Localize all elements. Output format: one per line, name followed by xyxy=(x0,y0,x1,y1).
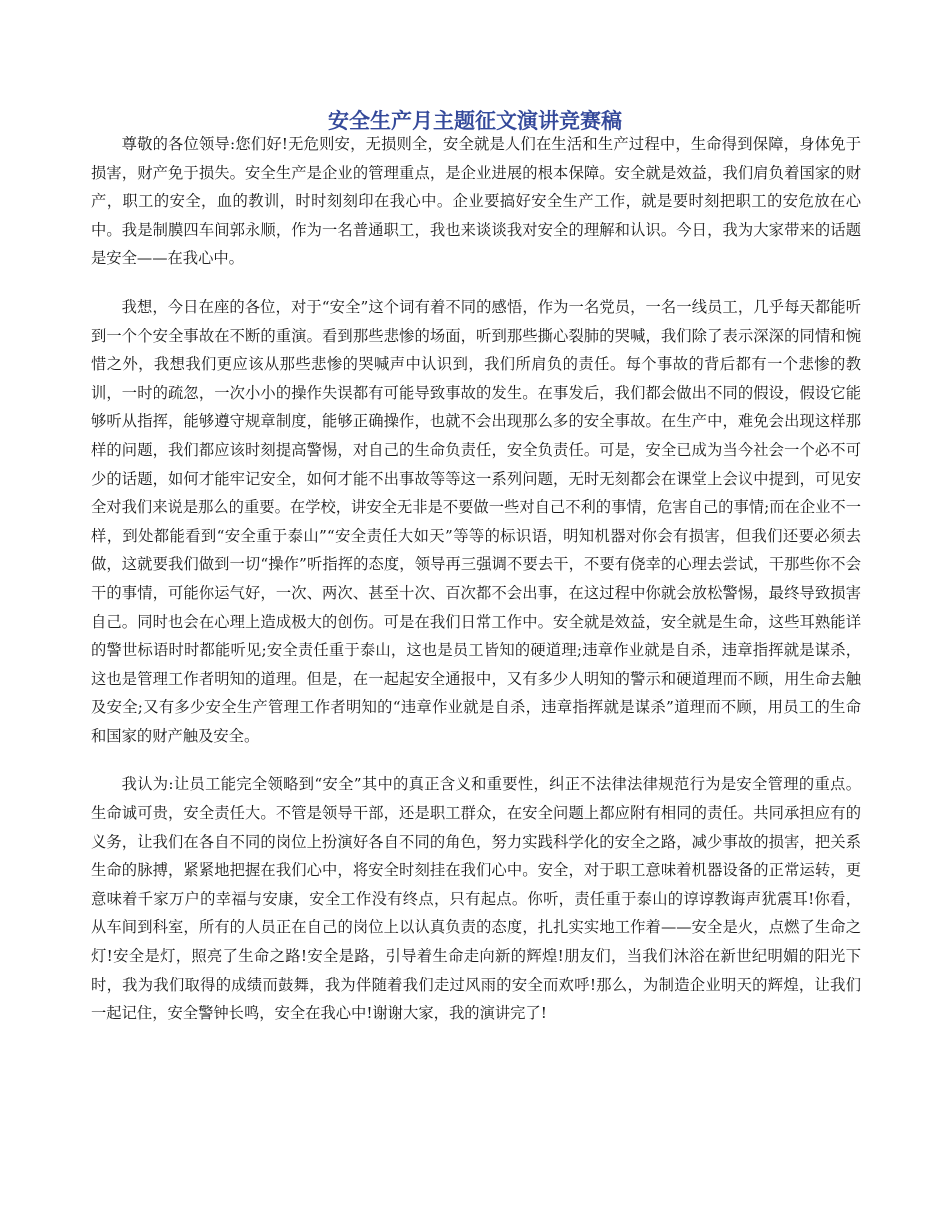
paragraph-3: 我认为:让员工能完全领略到“安全”其中的真正含义和重要性，纠正不法律法律规范行为是安全管理的重点。生命诚可贵，安全责任大。不管是领导干部，还是职工群众，在安全问题上都应附有相同的责任。共同承担应有的义务，让我们在各自不同的岗位上扮演好各自不同的角色，努力实践科学化的安全之路，减少事故的损害，把关系生命的脉搏，紧紧地把握在我们心中，将安全时刻挂在我们心中。安全，对于职工意味着机器设备的正常运转，更意味着千家万户的幸福与安康，安全工作没有终点，只有起点。你听，责任重于泰山的谆谆教诲声犹震耳!你看，从车间到科室，所有的人员正在自己的岗位上以认真负责的态度，扎扎实实地工作着——安全是火，点燃了生命之灯!安全是灯，照亮了生命之路!安全是路，引导着生命走向新的辉煌!朋友们，当我们沐浴在新世纪明媚的阳光下时，我为我们取得的成绩而鼓舞，我为伴随着我们走过风雨的安全而欢呼!那么，为制造企业明天的辉煌，让我们一起记住，安全警钟长鸣，安全在我心中!谢谢大家，我的演讲完了! xyxy=(91,775,861,1023)
paragraph-1: 尊敬的各位领导:您们好!无危则安，无损则全，安全就是人们在生活和生产过程中，生命得到保障，身体免于损害，财产免于损失。安全生产是企业的管理重点，是企业进展的根本保障。安全就是效益，我们肩负着国家的财产，职工的安全，血的教训，时时刻刻印在我心中。企业要搞好安全生产工作，就是要时刻把职工的安危放在心中。我是制膜四车间郭永顺，作为一名普通职工，我也来谈谈我对安全的理解和认识。今日，我为大家带来的话题是安全——在我心中。 xyxy=(91,135,861,268)
paragraph-2: 我想，今日在座的各位，对于“安全”这个词有着不同的感悟，作为一名党员，一名一线员工，几乎每天都能听到一个个安全事故在不断的重演。看到那些悲惨的场面，听到那些撕心裂肺的哭喊，我们除了表示深深的同情和惋惜之外，我想我们更应该从那些悲惨的哭喊声中认识到，我们所肩负的责任。每个事故的背后都有一个悲惨的教训，一时的疏忽，一次小小的操作失误都有可能导致事故的发生。在事发后，我们都会做出不同的假设，假设它能够听从指挥，能够遵守规章制度，能够正确操作，也就不会出现那么多的安全事故。在生产中，难免会出现这样那样的问题，我们都应该时刻提高警惕，对自己的生命负责任，安全负责任。可是，安全已成为当今社会一个必不可少的话题，如何才能牢记安全，如何才能不出事故等等这一系列问题，无时无刻都会在课堂上会议中提到，可见安全对我们来说是那么的重要。在学校，讲安全无非是不要做一些对自己不利的事情，危害自己的事情;而在企业不一样，到处都能看到“安全重于泰山”“安全责任大如天”等等的标识语，明知机器对你会有损害，但我们还要必须去做，这就要我们做到一切“操作”听指挥的态度，领导再三强调不要去干，不要有侥幸的心理去尝试，干那些你不会干的事情，可能你运气好，一次、两次、甚至十次、百次都不会出事，在这过程中你就会放松警惕，最终导致损害自己。同时也会在心理上造成极大的创伤。可是在我们日常工作中。安全就是效益，安全就是生命，这些耳熟能详的警世标语时时都能听见;安全责任重于泰山，这也是员工皆知的硬道理;违章作业就是自杀，违章指挥就是谋杀，这也是管理工作者明知的道理。但是，在一起起安全通报中，又有多少人明知的警示和硬道理而不顾，用生命去触及安全;又有多少安全生产管理工作者明知的“违章作业就是自杀，违章指挥就是谋杀”道理而不顾，用员工的生命和国家的财产触及安全。 xyxy=(91,297,862,745)
document-body xyxy=(91,130,861,1028)
document-title: 安全生产月主题征文演讲竞赛稿 xyxy=(328,108,622,133)
